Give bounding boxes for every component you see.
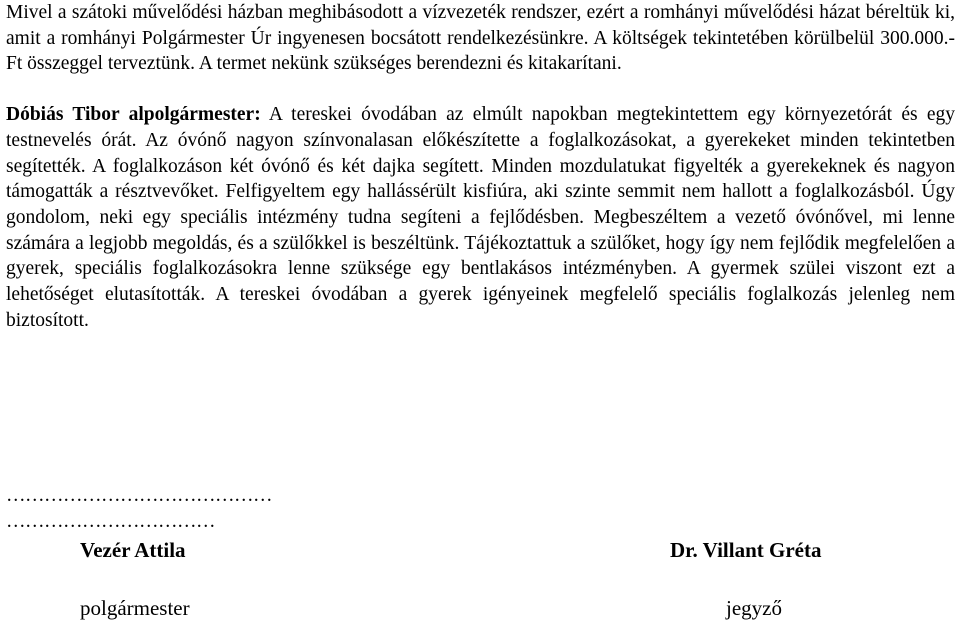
mayor-role: polgármester [80,596,190,620]
paragraph-venue: Mivel a szátoki művelődési házban meghibásodott a vízvezeték rendszer, ezért a romhányi művelődési házat béreltük ki, amit a romhányi Polgármester Úr ingyenesen bocsátott rendelkezésünkre. A költségek tekintetében körülbelül 300.000.- Ft összeggel terveztünk. A termet nekünk szükséges berendezni és kitakarítani. [6,2,955,75]
signature-dots-line: …………………………………… [6,485,272,506]
speaker-label: Dóbiás Tibor alpolgármester: [6,104,261,126]
document-page [6,0,955,620]
signature-dots-line: …………………………… [6,511,215,532]
notary-name: Dr. Villant Gréta [670,538,822,562]
signature-block [6,484,955,621]
mayor-name: Vezér Attila [80,538,186,562]
paragraph-kindergarten-text: A tereskei óvodában az elmúlt napokban megtekintettem egy környezetórát és egy testnevelés órát. Az óvónő nagyon színvonalasan előkészítette a foglalkozásokat, a gyerekeket minden tekintetben segítették. A foglalkozáson két óvónő és két dajka segített. Minden mozdulatukat figyelték a gyerekeknek és nagyon támogatták a résztvevőket. Felfigyeltem egy hallássérült kisfiúra, aki szinte semmit nem hallott a foglalkozásból. Úgy gondolom, neki egy speciális intézmény tudna segíteni a fejlődésben. Megbeszéltem a vezető óvónővel, mi lenne számára a legjobb megoldás, és a szülőkkel is beszéltünk. Tájékoztattuk a szülőket, hogy így nem fejlődik megfelelően a gyerek, speciális foglalkozásokra lenne szüksége egy bentlakásos intézményben. A gyermek szülei viszont ezt a lehetőséget elutasították. A tereskei óvodában a gyerek igényeinek megfelelő speciális foglalkozás jelenleg nem biztosított. [6,104,955,331]
paragraph-kindergarten-report [6,102,955,333]
notary-role: jegyző [726,596,782,620]
